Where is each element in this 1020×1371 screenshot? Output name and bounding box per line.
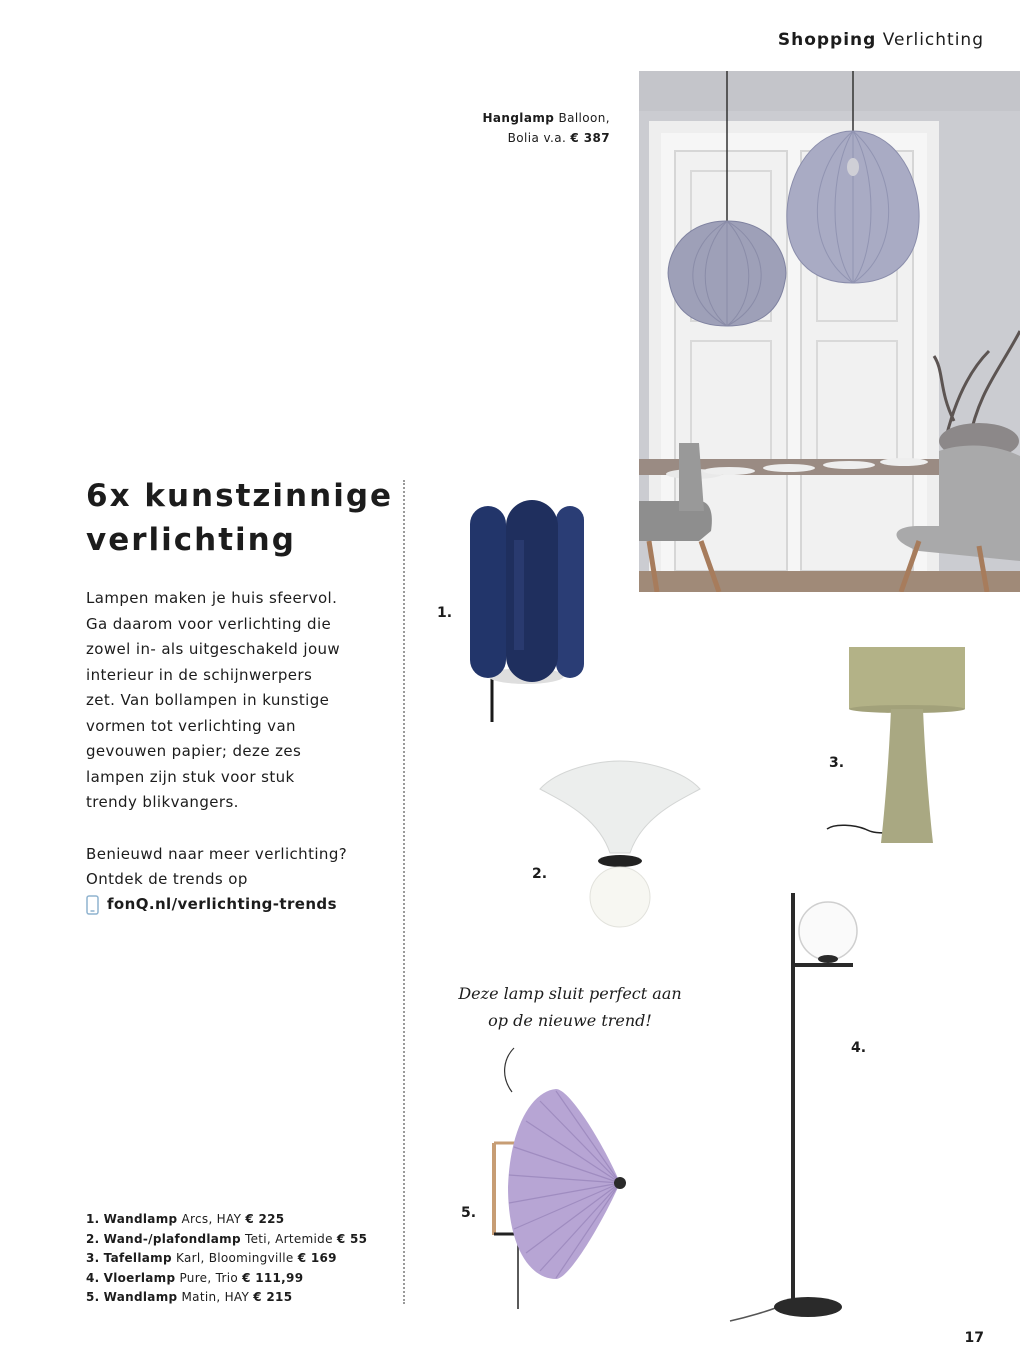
more-info bbox=[86, 842, 386, 917]
quote-line-1: Deze lamp sluit perfect aan bbox=[458, 984, 682, 1003]
section-header bbox=[778, 30, 984, 50]
legend-item: 3. Tafellamp Karl, Bloomingville € 169 bbox=[86, 1251, 337, 1265]
intro-line: interieur in de schijnwerpers bbox=[86, 665, 313, 684]
hero-caption-price: € 387 bbox=[570, 131, 610, 145]
more-line-2: Ontdek de trends op bbox=[86, 870, 248, 888]
product-number-4: 4. bbox=[851, 1040, 867, 1056]
intro-line: gevouwen papier; deze zes bbox=[86, 742, 302, 760]
product-number-1: 1. bbox=[437, 605, 453, 621]
product-image-teti bbox=[538, 757, 702, 929]
page-title bbox=[86, 474, 393, 562]
intro-line: vormen tot verlichting van bbox=[86, 716, 296, 735]
quote-line-2: op de nieuwe trend! bbox=[488, 1011, 652, 1030]
intro-line: zet. Van bollampen in kunstige bbox=[86, 691, 330, 709]
intro-line: zowel in- als uitgeschakeld jouw bbox=[86, 640, 341, 658]
intro-text bbox=[86, 586, 376, 816]
hero-photo bbox=[639, 71, 1020, 592]
hero-caption-brand: Bolia v.a. bbox=[507, 131, 567, 145]
topic-label: Verlichting bbox=[882, 30, 984, 50]
title-line-1: 6x kunstzinnige bbox=[86, 478, 394, 514]
product-image-arcs bbox=[466, 500, 588, 725]
product-number-3: 3. bbox=[829, 755, 845, 771]
product-number-2: 2. bbox=[532, 866, 548, 882]
product-legend bbox=[86, 1210, 367, 1308]
intro-line: Ga daarom voor verlichting die bbox=[86, 614, 332, 633]
product-image-matin bbox=[490, 1087, 632, 1313]
hero-caption bbox=[482, 108, 610, 148]
title-line-2: verlichting bbox=[86, 522, 296, 558]
product-image-pure bbox=[728, 893, 858, 1333]
more-line-1: Benieuwd naar meer verlichting? bbox=[86, 845, 348, 863]
section-label: Shopping bbox=[777, 30, 877, 50]
trends-link[interactable] bbox=[86, 892, 386, 917]
product-number-5: 5. bbox=[461, 1205, 477, 1221]
page-number: 17 bbox=[964, 1330, 984, 1346]
intro-line: trendy blikvangers. bbox=[86, 793, 239, 811]
intro-line: Lampen maken je huis sfeervol. bbox=[86, 589, 338, 607]
legend-item: 1. Wandlamp Arcs, HAY € 225 bbox=[86, 1212, 285, 1226]
product-image-karl bbox=[825, 647, 970, 849]
trends-link-text[interactable]: fonQ.nl/verlichting-trends bbox=[107, 895, 337, 913]
smartphone-icon bbox=[86, 895, 99, 915]
legend-item: 5. Wandlamp Matin, HAY € 215 bbox=[86, 1290, 293, 1304]
intro-line: lampen zijn stuk voor stuk bbox=[86, 767, 295, 786]
hero-caption-type: Hanglamp bbox=[482, 111, 555, 125]
legend-item: 4. Vloerlamp Pure, Trio € 111,99 bbox=[86, 1270, 304, 1285]
hero-caption-name: Balloon, bbox=[558, 111, 610, 125]
quote-note bbox=[440, 980, 700, 1034]
legend-item: 2. Wand-/plafondlamp Teti, Artemide € 55 bbox=[86, 1231, 368, 1246]
column-divider bbox=[403, 480, 405, 1304]
